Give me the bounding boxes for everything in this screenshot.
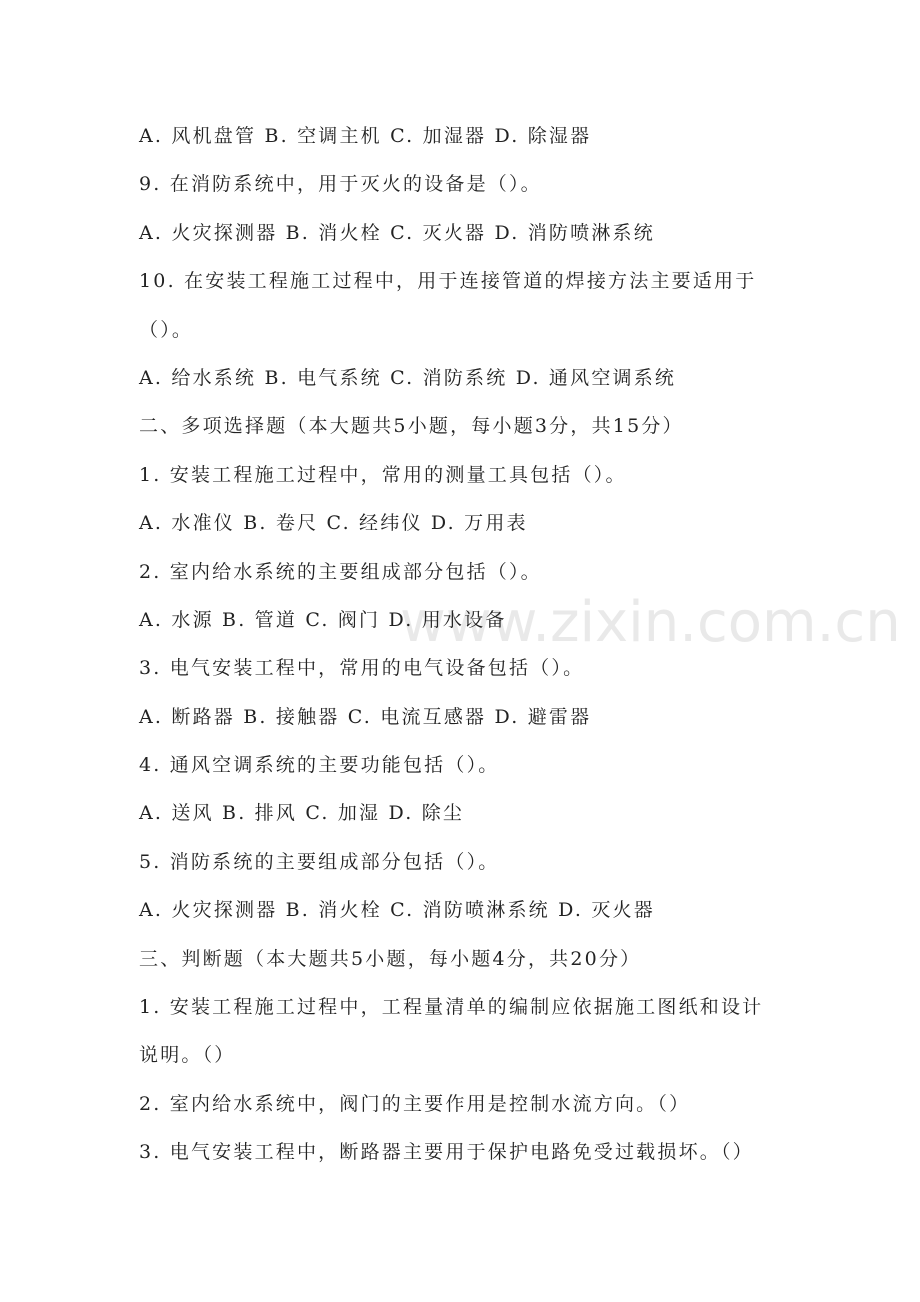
mc-option-line-1: A. 水准仪 B. 卷尺 C. 经纬仪 D. 万用表	[139, 512, 528, 535]
tf-question-1: 1. 安装工程施工过程中，工程量清单的编制应依据施工图纸和设计	[139, 996, 764, 1019]
section-heading-true-false: 三、判断题（本大题共5小题，每小题4分，共20分）	[139, 947, 642, 970]
tf-question-2: 2. 室内给水系统中，阀门的主要作用是控制水流方向。（）	[139, 1092, 691, 1115]
option-line-q8: A. 风机盘管 B. 空调主机 C. 加湿器 D. 除湿器	[139, 125, 592, 147]
mc-question-5: 5. 消防系统的主要组成部分包括（）。	[139, 850, 500, 873]
tf-question-3: 3. 电气安装工程中，断路器主要用于保护电路免受过载损坏。（）	[139, 1141, 754, 1164]
mc-question-3: 3. 电气安装工程中，常用的电气设备包括（）。	[139, 657, 585, 680]
document-body	[139, 117, 799, 1182]
watermark: www.zixin.com.cn	[400, 590, 901, 655]
question-9: 9. 在消防系统中，用于灭火的设备是（）。	[139, 173, 542, 196]
question-10: 10. 在安装工程施工过程中，用于连接管道的焊接方法主要适用于	[139, 270, 757, 293]
mc-option-line-3: A. 断路器 B. 接触器 C. 电流互感器 D. 避雷器	[139, 705, 592, 728]
mc-option-line-2: A. 水源 B. 管道 C. 阀门 D. 用水设备	[139, 608, 507, 631]
mc-question-1: 1. 安装工程施工过程中，常用的测量工具包括（）。	[139, 463, 627, 486]
question-10-continuation: （）。	[139, 318, 194, 341]
mc-option-line-4: A. 送风 B. 排风 C. 加湿 D. 除尘	[139, 802, 465, 825]
option-line-q9: A. 火灾探测器 B. 消火栓 C. 灭火器 D. 消防喷淋系统	[139, 221, 655, 244]
mc-option-line-5: A. 火灾探测器 B. 消火栓 C. 消防喷淋系统 D. 灭火器	[139, 899, 655, 922]
tf-question-1-continuation: 说明。（）	[139, 1044, 236, 1067]
mc-question-4: 4. 通风空调系统的主要功能包括（）。	[139, 754, 500, 777]
section-heading-multiple-choice: 二、多项选择题（本大题共5小题，每小题3分，共15分）	[139, 415, 684, 438]
option-line-q10: A. 给水系统 B. 电气系统 C. 消防系统 D. 通风空调系统	[139, 366, 677, 389]
mc-question-2: 2. 室内给水系统的主要组成部分包括（）。	[139, 560, 542, 583]
